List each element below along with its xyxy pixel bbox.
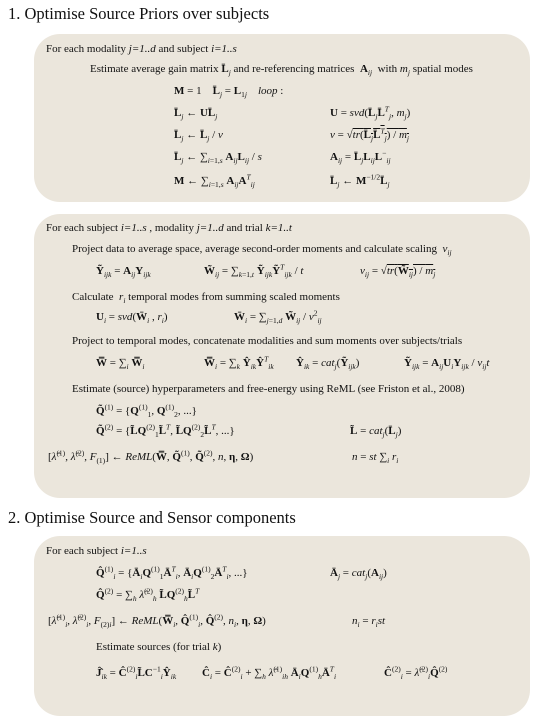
eq-Y-tilde: Ỹ$_{ijk}$ = $A_{ij}Y_{ijk}$: [96, 265, 151, 280]
box-source-priors: [34, 34, 530, 202]
eq-reml-2: [λ̂$^{(1)}_i$, λ̂$^{(2)}_i$, $F_{(2)i}$] ← $ReML(W̿_i$, Q̂$^{(1)}_i$, Q̂$^{(2)}$, $n_i$, η, Ω): [48, 612, 266, 630]
eq-v-ij: $v_{ij}$ = $√tr(W̃_{ij}) / m_j$: [360, 265, 436, 280]
eq-L-update-U: $L̄_j$ ← $UL̄_j$: [174, 107, 218, 122]
eq-W-sum: W̿ = $\sum_i$ $W̿_i$: [96, 357, 145, 372]
eq-L-cat: L̃ = $cat_j(L̄_j)$: [350, 425, 402, 440]
section-2-heading: 2. Optimise Source and Sensor components: [8, 508, 296, 527]
eq-M-update: M ← $\sum_{i=1,s}$ $A_{ij}A^T_{ij}$: [174, 172, 255, 190]
eq-init: M = 1 $L̄_j = L_{1j}$ loop :: [174, 85, 284, 100]
section-1-heading: 1. Optimise Source Priors over subjects: [8, 4, 270, 23]
eq-C2-hat: $Ĉ^{(2)}_i$ = λ̂$^{(2)}_i$Q̂$^{(2)}$: [384, 664, 448, 682]
box3-intro: For each subject i=1..s: [46, 545, 147, 557]
eq-Y-tilde-proj: Ỹ$_{ijk}$ = $A_{ij}U_iY_{ijk} / v_{ij}t$: [404, 357, 490, 372]
eq-A: $A_{ij}$ = $L̄_jL_{ij}L^-_{ij}$: [330, 148, 391, 166]
eq-L-scale: $L̄_j$ ← $L̄_j$ / v: [174, 129, 223, 144]
eq-Q1-set: Q̃$^{(1)}$ = {$Q^{(1)}_1$, $Q^{(1)}_2$, ...}: [96, 402, 197, 420]
box1-intro: For each modality j=1..d and subject i=1..s: [46, 43, 237, 55]
eq-W-i: $W̿_i = \sum_k$ $Ŷ_{ik}Ŷ^T_{ik}$: [204, 354, 274, 372]
eq-n-i: $n_i = r_ist$: [352, 615, 386, 630]
eq-Q1-hat: Q̂$^{(1)}_i$ = {$Ā_iQ^{(1)}_1Ā^T_i$, $Ā_iQ^{(1)}_2Ā^T_i$, ...}: [96, 564, 248, 582]
eq-v: $v = √tr(L̄_jL̄^T_j) / m_j$: [330, 126, 409, 144]
box3-step: Estimate sources (for trial k): [96, 641, 222, 653]
eq-W-tilde: $W̃_{ij} = \sum_{k=1,t}$ Ỹ$_{ijk}$Ỹ$^T_{ijk}$ / t: [204, 262, 304, 280]
box2-step3: Project to temporal modes, concatenate modalities and sum moments over subjects/trials: [72, 335, 463, 347]
box2-step2: Calculate $r_i$ temporal modes from summing scaled moments: [72, 291, 340, 306]
eq-Y-hat: $Ŷ_{ik}$ = cat$_j$(Ỹ$_{ijk}$): [296, 357, 360, 372]
eq-L-whiten: $L̄_j$ ← $M^{-1/2}L̄_j$: [330, 172, 390, 190]
eq-Q2-hat: Q̂$^{(2)}$ = $\sum_h$ λ̂$^{(2)}_h$ $L̃Q^{(2)}_hL̃^T$: [96, 586, 200, 604]
eq-A-bar: $Ā_j = cat_j(A_{ij})$: [330, 567, 387, 582]
box1-task: Estimate average gain matrix $L̄_j$ and re-referencing matrices $A_{ij}$ with $m_j$ spatial modes: [90, 63, 473, 78]
box-hyperparameters: [34, 214, 530, 498]
eq-U-svd: $U = svd(L̄_jL̄^T_j$, $m_j$): [330, 104, 411, 122]
eq-J-hat: $Ĵ̂_{ik}$ = $Ĉ^{(2)}_iL̃C^{-1}_iŶ_{ik}$: [96, 664, 177, 682]
eq-W-bar: $W̄_i = \sum_{j=1,d}$ $W̃_{ij} / v^2_{ij}$: [234, 308, 322, 326]
eq-reml-1: [λ̂$^{(1)}$, λ̂$^{(2)}$, $F_{(1)}$] ← ReML(W̿, Q̃$^{(1)}$, Q̃$^{(2)}$, n, η, Ω): [48, 448, 254, 466]
box2-intro: For each subject i=1..s , modality j=1..d and trial k=1..t: [46, 222, 292, 234]
eq-L-average: $L̄_j$ ← $\sum_{i=1,s}$ $A_{ij}L_{ij}$ / s: [174, 151, 262, 166]
box-source-sensor: [34, 536, 530, 716]
box2-step4: Estimate (source) hyperparameters and free-energy using ReML (see Friston et al., 2008): [72, 383, 465, 395]
eq-C-hat: $Ĉ_i$ = $Ĉ^{(2)}_i + \sum_h$ λ̂$^{(1)}_{ih}$ $Ā_iQ^{(1)}_hĀ^T_i$: [202, 664, 337, 682]
eq-n: n = st $\sum_i$ $r_i$: [352, 451, 399, 466]
eq-Q2-set: Q̃$^{(2)}$ = {$L̃Q^{(2)}_1L̃^T$, $L̃Q^{(2)}_2L̃^T$, ...}: [96, 422, 235, 440]
eq-U-i: $U_i$ = $svd(W̄_i$ , $r_i$): [96, 311, 168, 326]
box2-step1: Project data to average space, average second-order moments and calculate scaling $v_{ij}$: [72, 243, 452, 258]
